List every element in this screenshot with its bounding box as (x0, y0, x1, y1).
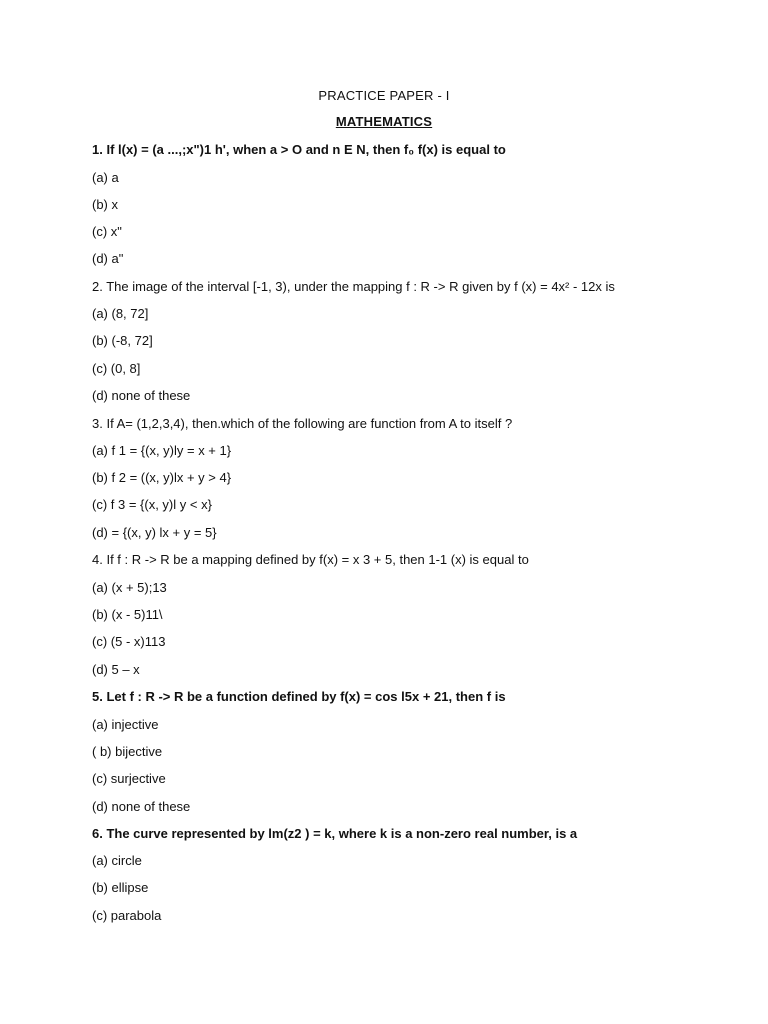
question-5-option-b: ( b) bijective (92, 744, 163, 759)
paper-title: PRACTICE PAPER - I (318, 88, 450, 103)
question-4-option-b: (b) (x - 5)11\ (92, 607, 163, 622)
question-5-option-d: (d) none of these (92, 799, 191, 814)
question-1-option-a: (a) a (92, 170, 119, 185)
question-2: 2. The image of the interval [-1, 3), under the mapping f : R -> R given by f (x) = 4x² - 12x is (92, 279, 615, 294)
question-1-option-b: (b) x (92, 197, 118, 212)
question-3: 3. If A= (1,2,3,4), then.which of the following are function from A to itself ? (92, 416, 513, 431)
question-6-option-b: (b) ellipse (92, 880, 149, 895)
question-2-option-c: (c) (0, 8] (92, 361, 141, 376)
question-2-option-b: (b) (-8, 72] (92, 333, 153, 348)
question-5-option-c: (c) surjective (92, 771, 166, 786)
question-5: 5. Let f : R -> R be a function defined by f(x) = cos l5x + 21, then f is (92, 689, 506, 704)
question-2-option-d: (d) none of these (92, 388, 191, 403)
question-3-option-c: (c) f 3 = {(x, y)l y < x} (92, 497, 212, 512)
question-6: 6. The curve represented by lm(z2 ) = k, where k is a non-zero real number, is a (92, 826, 578, 841)
question-1: 1. If l(x) = (a ...,;x")1 h', when a > O and n E N, then f₀ f(x) is equal to (92, 142, 506, 157)
question-1-option-d: (d) a" (92, 251, 124, 266)
question-1-option-c: (c) x" (92, 224, 122, 239)
question-4-option-d: (d) 5 – x (92, 662, 140, 677)
question-2-option-a: (a) (8, 72] (92, 306, 149, 321)
question-6-option-a: (a) circle (92, 853, 142, 868)
question-4-option-c: (c) (5 - x)113 (92, 634, 166, 649)
question-5-option-a: (a) injective (92, 717, 159, 732)
question-3-option-b: (b) f 2 = ((x, y)lx + y > 4} (92, 470, 232, 485)
question-3-option-d: (d) = {(x, y) lx + y = 5} (92, 525, 217, 540)
question-3-option-a: (a) f 1 = {(x, y)ly = x + 1} (92, 443, 232, 458)
question-4-option-a: (a) (x + 5);13 (92, 580, 167, 595)
question-4: 4. If f : R -> R be a mapping defined by f(x) = x 3 + 5, then 1-1 (x) is equal to (92, 552, 529, 567)
subject-heading: MATHEMATICS (335, 114, 433, 129)
question-6-option-c: (c) parabola (92, 908, 162, 923)
